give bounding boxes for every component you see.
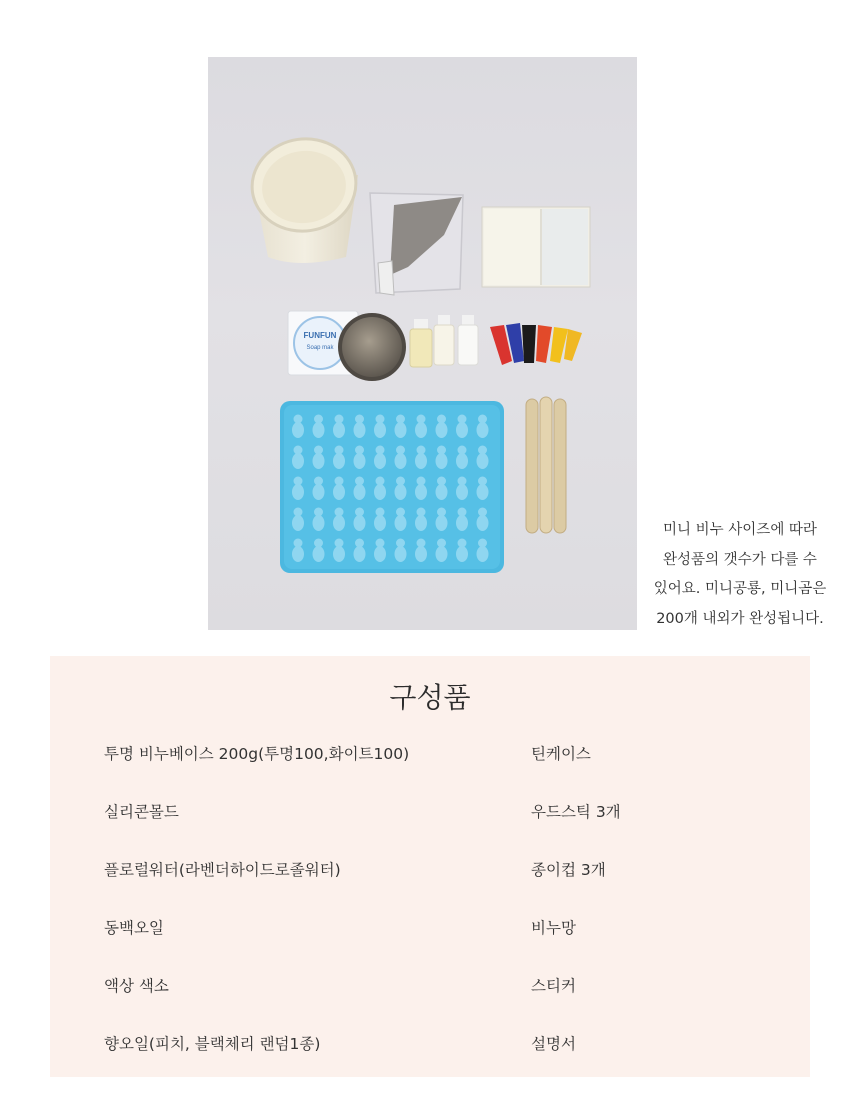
component-item: 액상 색소 bbox=[104, 977, 169, 995]
bear-cavity bbox=[395, 539, 407, 563]
bear-cavity bbox=[292, 539, 304, 563]
note-line: 미니 비누 사이즈에 따라 bbox=[663, 522, 817, 538]
bear-cavity bbox=[415, 415, 427, 439]
bear-cavity bbox=[415, 446, 427, 470]
bear-cavity bbox=[456, 477, 468, 501]
oil-bottles bbox=[410, 315, 478, 367]
sticker-line-text: Soap mak bbox=[306, 345, 334, 351]
note-line: 완성품의 갯수가 다를 수 bbox=[663, 551, 817, 568]
bear-cavity bbox=[313, 477, 325, 501]
component-item: 투명 비누베이스 200g(투명100,화이트100) bbox=[104, 745, 410, 763]
paper-cup bbox=[246, 132, 362, 263]
bear-cavity bbox=[292, 446, 304, 470]
bear-cavity bbox=[374, 446, 386, 470]
component-item: 동백오일 bbox=[104, 919, 164, 937]
bear-cavity bbox=[436, 508, 448, 532]
bear-cavity bbox=[354, 477, 366, 501]
bear-cavity bbox=[292, 477, 304, 501]
components-panel bbox=[50, 656, 810, 1077]
bear-cavity bbox=[477, 477, 489, 501]
bear-cavity bbox=[333, 539, 345, 563]
bear-cavity bbox=[436, 446, 448, 470]
bear-cavity bbox=[415, 508, 427, 532]
component-item: 설명서 bbox=[531, 1035, 576, 1053]
bear-cavity bbox=[313, 415, 325, 439]
component-item: 향오일(피치, 블랙체리 랜덤1종) bbox=[104, 1035, 321, 1053]
soap-base-blocks bbox=[482, 207, 590, 287]
component-item: 비누망 bbox=[531, 919, 576, 937]
bear-cavity bbox=[436, 539, 448, 563]
quantity-note bbox=[642, 516, 838, 634]
bear-cavity bbox=[374, 508, 386, 532]
bear-cavity bbox=[354, 539, 366, 563]
bear-cavity bbox=[354, 446, 366, 470]
component-item: 틴케이스 bbox=[531, 745, 591, 763]
bear-cavity bbox=[477, 415, 489, 439]
sticker-brand-text: FUNFUN bbox=[303, 331, 337, 340]
bear-cavity bbox=[333, 446, 345, 470]
bear-cavity bbox=[292, 415, 304, 439]
component-item: 플로럴워터(라벤더하이드로졸워터) bbox=[104, 861, 341, 879]
bear-cavity bbox=[313, 446, 325, 470]
bear-cavity bbox=[313, 539, 325, 563]
bear-cavity bbox=[354, 415, 366, 439]
bear-cavity bbox=[333, 415, 345, 439]
bear-cavity bbox=[395, 477, 407, 501]
component-item: 실리콘몰드 bbox=[104, 803, 179, 821]
bear-cavity bbox=[354, 508, 366, 532]
component-item: 스티커 bbox=[531, 977, 576, 995]
components-title: 구성품 bbox=[389, 681, 471, 714]
bear-cavity bbox=[456, 539, 468, 563]
bear-cavity bbox=[436, 415, 448, 439]
wood-sticks bbox=[526, 397, 566, 533]
bear-cavity bbox=[292, 508, 304, 532]
bear-cavity bbox=[395, 415, 407, 439]
note-line: 200개 내외가 완성됩니다. bbox=[656, 610, 824, 627]
bear-cavity bbox=[436, 477, 448, 501]
bear-cavity bbox=[456, 415, 468, 439]
bear-cavity bbox=[477, 446, 489, 470]
bear-cavity bbox=[333, 477, 345, 501]
bear-cavity bbox=[456, 446, 468, 470]
bear-cavity bbox=[374, 539, 386, 563]
bear-cavity bbox=[395, 508, 407, 532]
bear-cavity bbox=[456, 508, 468, 532]
bear-cavity bbox=[333, 508, 345, 532]
note-line: 있어요. 미니공룡, 미니곰은 bbox=[653, 581, 827, 597]
bear-cavity bbox=[415, 477, 427, 501]
bear-cavity bbox=[415, 539, 427, 563]
bear-cavity bbox=[395, 446, 407, 470]
liquid-color-tubes bbox=[490, 323, 582, 365]
soap-net bbox=[370, 193, 463, 295]
bear-cavity bbox=[313, 508, 325, 532]
bear-cavity bbox=[374, 415, 386, 439]
kit-photo bbox=[208, 57, 637, 630]
silicone-mold bbox=[280, 401, 504, 573]
tin-case bbox=[338, 313, 406, 381]
component-item: 종이컵 3개 bbox=[531, 861, 606, 879]
bear-cavity bbox=[477, 539, 489, 563]
component-item: 우드스틱 3개 bbox=[531, 803, 621, 821]
bear-cavity bbox=[477, 508, 489, 532]
bear-cavity bbox=[374, 477, 386, 501]
kit-illustration bbox=[208, 57, 637, 630]
